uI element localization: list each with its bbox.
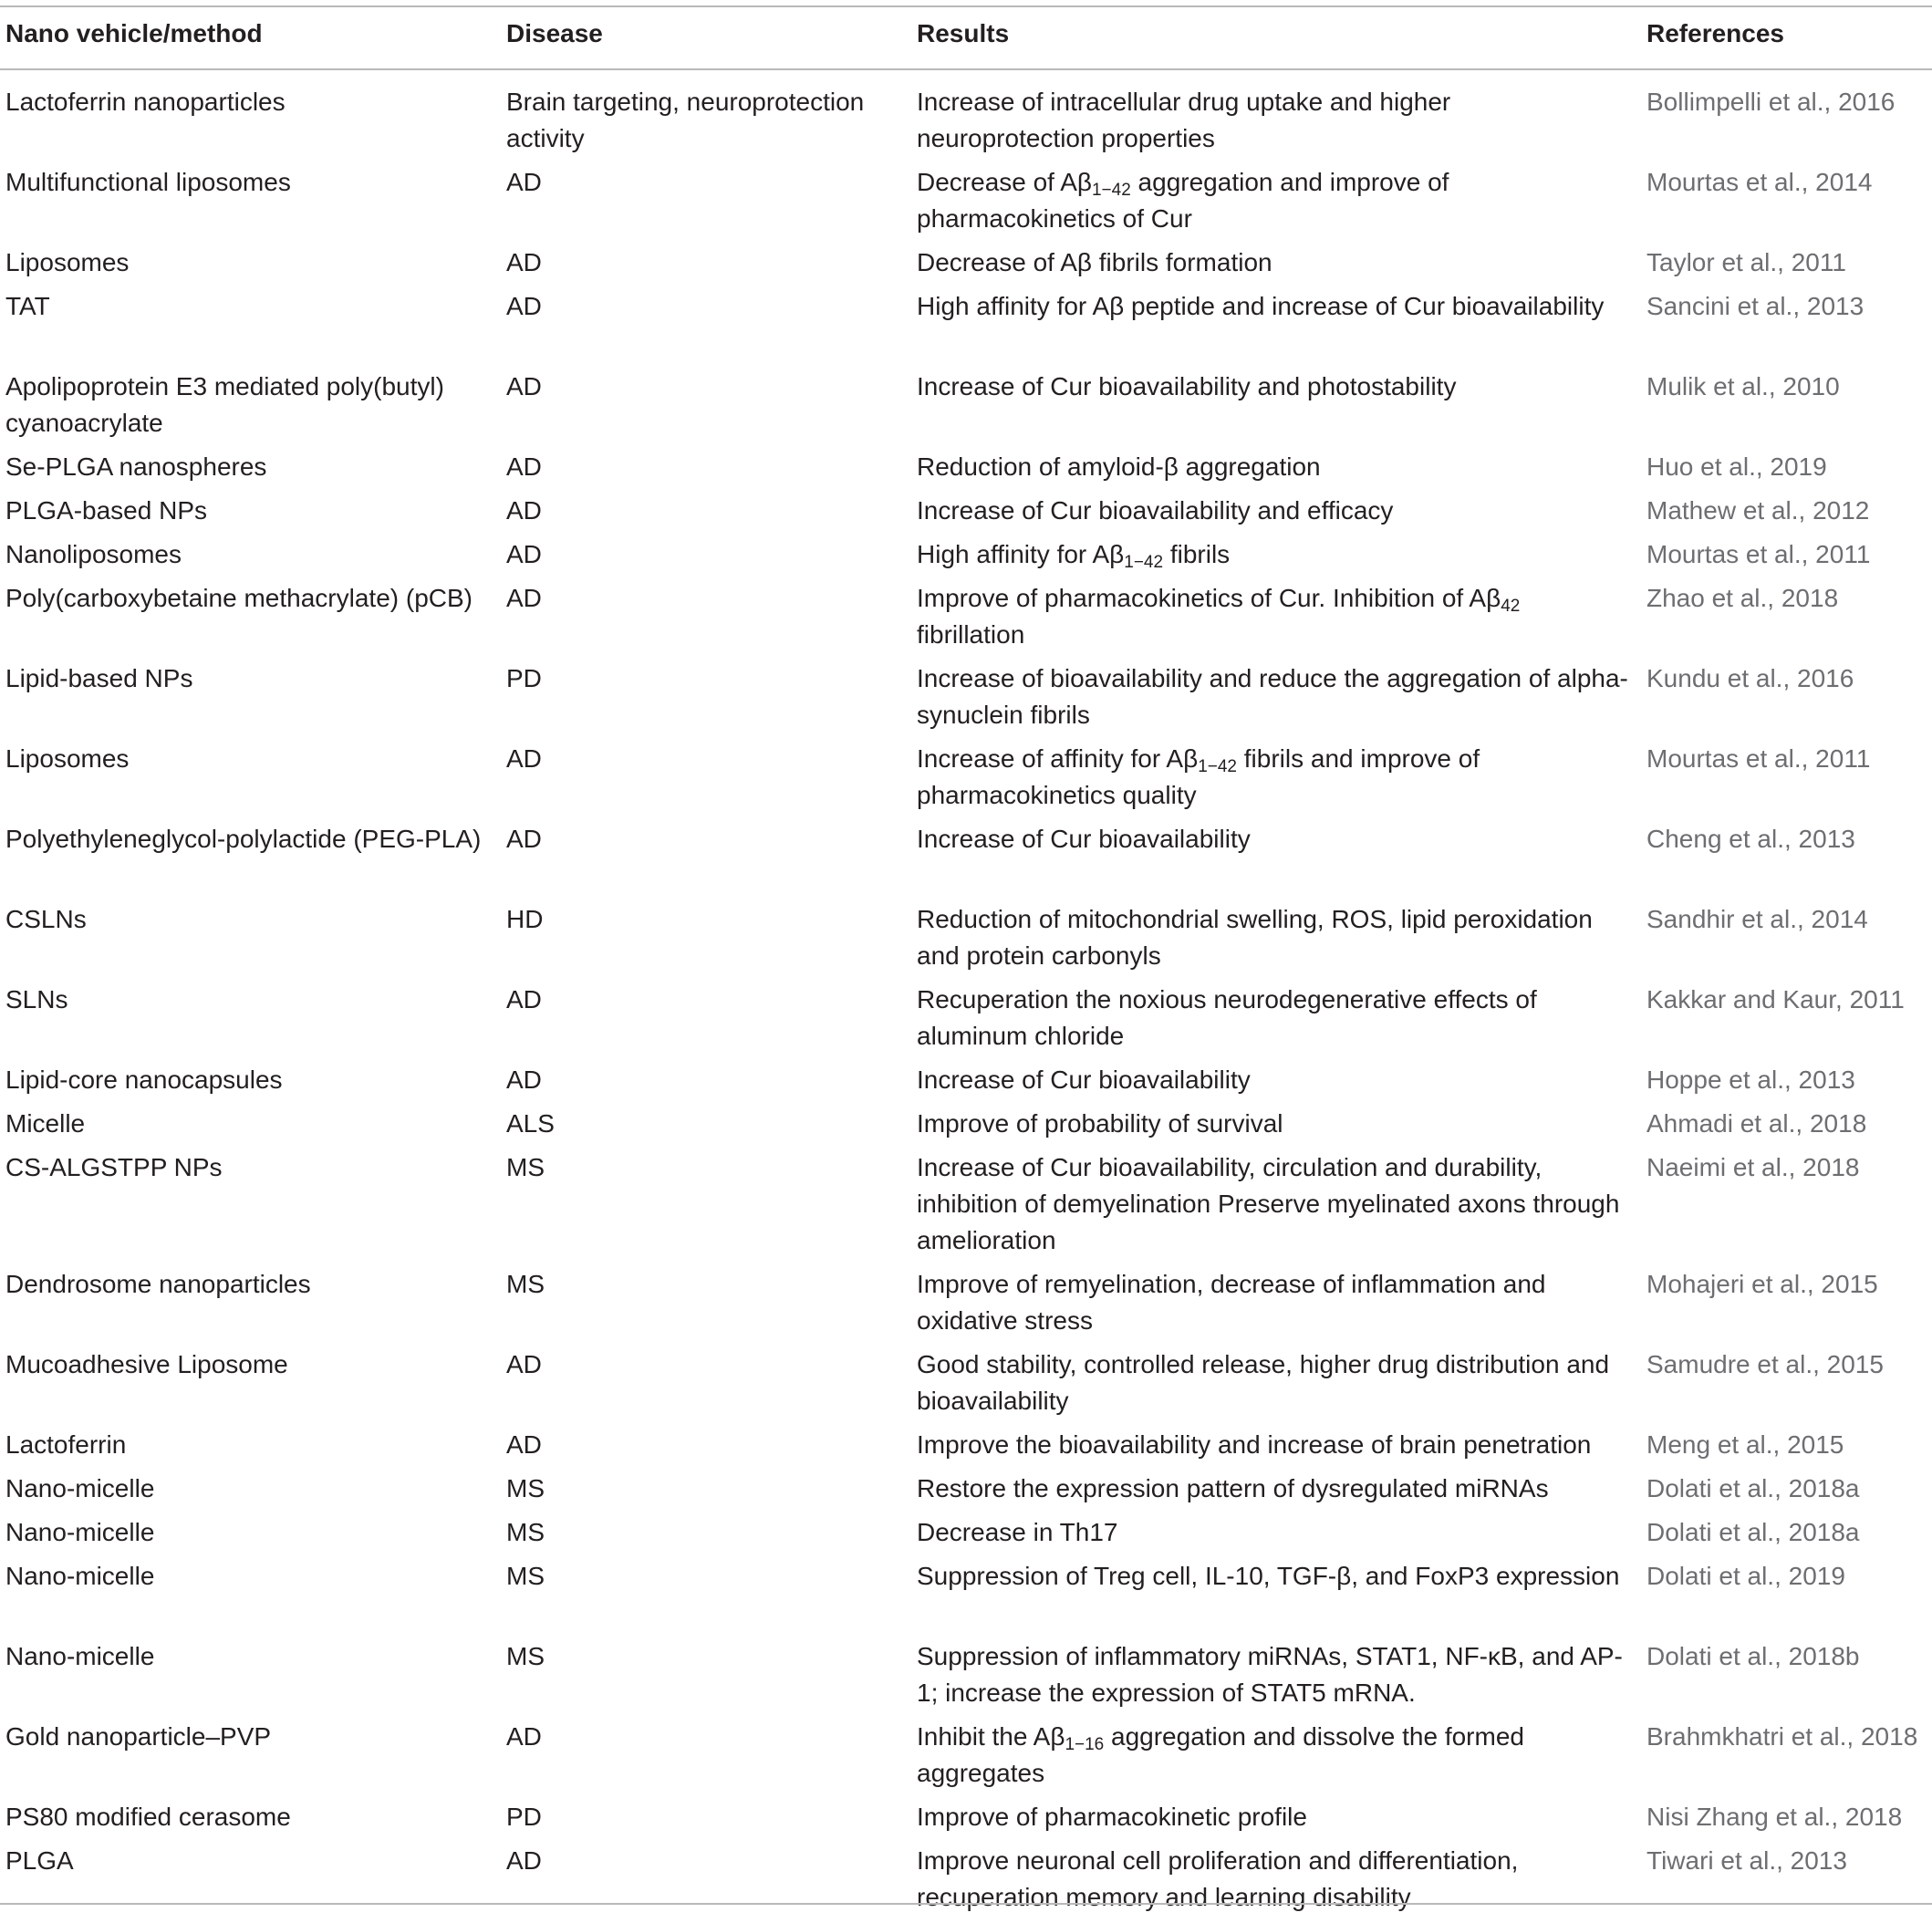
vehicle-cell: Nano-micelle [5,1562,155,1590]
disease-cell: MS [506,1474,545,1502]
disease-cell: MS [506,1270,545,1298]
results-cell: High affinity for $A\beta_{1-42}$ fibrils [917,540,1231,572]
vehicle-cell: CS-ALGSTPP NPs [5,1153,223,1181]
reference-cell: Brahmkhatri et al., 2018 [1646,1722,1918,1751]
reference-cell: Dolati et al., 2018a [1646,1474,1860,1502]
results-cell: Suppression of inflammatory miRNAs, STAT1, NF-κB, and AP-1; increase the expression of STAT5 mRNA. [917,1642,1623,1707]
results-cell: Reduction of amyloid-β aggregation [917,452,1321,481]
reference-cell: Taylor et al., 2011 [1646,248,1846,276]
vehicle-cell: Dendrosome nanoparticles [5,1270,311,1298]
results-cell: Improve of pharmacokinetic profile [917,1803,1307,1831]
vehicle-cell: Poly(carboxybetaine methacrylate) (pCB) [5,584,473,612]
vehicle-cell: Nano-micelle [5,1518,155,1546]
table-row [0,1149,1932,1259]
table-row [0,1106,1932,1142]
disease-cell: AD [506,1065,542,1094]
results-cell: Improve of remyelination, decrease of inflammation and oxidative stress [917,1270,1546,1335]
vehicle-cell: Micelle [5,1109,86,1138]
table-row [0,982,1932,1055]
disease-cell: AD [506,292,542,320]
table-row [0,288,1932,361]
header-results: Results [917,19,1010,47]
vehicle-cell: Lipid-based NPs [5,664,193,692]
results-cell: Suppression of Treg cell, IL-10, TGF-β, and FoxP3 expression [917,1562,1620,1590]
vehicle-cell: Lactoferrin nanoparticles [5,88,286,116]
results-cell: Good stability, controlled release, higher drug distribution and bioavailability [917,1350,1610,1415]
table-row [0,493,1932,529]
results-cell: Decrease of Aβ fibrils formation [917,248,1272,276]
results-cell: Increase of Cur bioavailability and photostability [917,372,1457,400]
vehicle-cell: Gold nanoparticle–PVP [5,1722,272,1751]
results-cell: Increase of Cur bioavailability and efficacy [917,496,1394,525]
vehicle-cell: Nano-micelle [5,1474,155,1502]
table-row [0,369,1932,442]
vehicle-cell: Nanoliposomes [5,540,182,568]
table-row [0,821,1932,894]
results-cell: Improve the bioavailability and increase of brain penetration [917,1430,1592,1459]
vehicle-cell: CSLNs [5,905,87,933]
reference-cell: Mourtas et al., 2014 [1646,168,1873,196]
disease-cell: AD [506,168,542,196]
table-bottom-rule [0,1903,1932,1905]
disease-cell: AD [506,452,542,481]
table-row [0,1514,1932,1551]
disease-cell: AD [506,540,542,568]
table-row [0,901,1932,974]
reference-cell: Meng et al., 2015 [1646,1430,1844,1459]
disease-cell: AD [506,744,542,773]
disease-cell: AD [506,372,542,400]
table-row [0,1558,1932,1631]
disease-cell: AD [506,825,542,853]
results-cell: Improve of probability of survival [917,1109,1283,1138]
vehicle-cell: Lactoferrin [5,1430,127,1459]
disease-cell: AD [506,1722,542,1751]
disease-cell: PD [506,1803,542,1831]
reference-cell: Nisi Zhang et al., 2018 [1646,1803,1903,1831]
results-cell: Increase of Cur bioavailability [917,825,1251,853]
header-references: References [1646,19,1784,47]
table-row [0,1471,1932,1507]
reference-cell: Tiwari et al., 2013 [1646,1846,1847,1875]
table-body [0,84,1932,1923]
vehicle-cell: PLGA [5,1846,74,1875]
table-row [0,741,1932,814]
disease-cell: MS [506,1562,545,1590]
reference-cell: Mourtas et al., 2011 [1646,744,1871,773]
reference-cell: Sandhir et al., 2014 [1646,905,1868,933]
table-row [0,1266,1932,1339]
results-cell: Increase of intracellular drug uptake and higher neuroprotection properties [917,88,1451,152]
results-cell: Increase of bioavailability and reduce the aggregation of alpha-synuclein fibrils [917,664,1628,729]
disease-cell: PD [506,664,542,692]
disease-cell: MS [506,1153,545,1181]
results-cell: Increase of Cur bioavailability, circulation and durability, inhibition of demyelination Preserve myelinated axons through amelioration [917,1153,1620,1254]
table-row [0,164,1932,237]
header-disease: Disease [506,19,603,47]
table-row [0,84,1932,157]
reference-cell: Kundu et al., 2016 [1646,664,1854,692]
disease-cell: AD [506,584,542,612]
table-header-row [0,0,1932,68]
vehicle-cell: Se-PLGA nanospheres [5,452,267,481]
table-header-rule [0,68,1932,70]
table-row [0,1062,1932,1098]
disease-cell: MS [506,1642,545,1670]
disease-cell: AD [506,1430,542,1459]
disease-cell: AD [506,1350,542,1378]
disease-cell: ALS [506,1109,555,1138]
reference-cell: Ahmadi et al., 2018 [1646,1109,1867,1138]
reference-cell: Mourtas et al., 2011 [1646,540,1871,568]
vehicle-cell: Nano-micelle [5,1642,155,1670]
vehicle-cell: Polyethyleneglycol-polylactide (PEG-PLA) [5,825,482,853]
disease-cell: AD [506,248,542,276]
reference-cell: Mulik et al., 2010 [1646,372,1840,400]
reference-cell: Dolati et al., 2018b [1646,1642,1860,1670]
vehicle-cell: Liposomes [5,744,130,773]
table-row [0,660,1932,733]
vehicle-cell: PLGA-based NPs [5,496,207,525]
reference-cell: Dolati et al., 2019 [1646,1562,1845,1590]
reference-cell: Sancini et al., 2013 [1646,292,1864,320]
disease-cell: AD [506,496,542,525]
table-row [0,536,1932,573]
disease-cell: AD [506,1846,542,1875]
results-cell: Inhibit the $A\beta_{1-16}$ aggregation and dissolve the formed aggregates [917,1722,1524,1787]
results-cell: Reduction of mitochondrial swelling, ROS, lipid peroxidation and protein carbonyls [917,905,1593,970]
results-cell: Improve of pharmacokinetics of Cur. Inhibition of $A\beta_{42}$ fibrillation [917,584,1521,649]
vehicle-cell: TAT [5,292,50,320]
reference-cell: Zhao et al., 2018 [1646,584,1839,612]
results-cell: Increase of affinity for $A\beta_{1-42}$ fibrils and improve of pharmacokinetics quality [917,744,1480,809]
disease-cell: Brain targeting, neuroprotection activity [506,88,865,152]
results-cell: Recuperation the noxious neurodegenerative effects of aluminum chloride [917,985,1537,1050]
table-row [0,1719,1932,1792]
table-row [0,1799,1932,1835]
vehicle-cell: Lipid-core nanocapsules [5,1065,283,1094]
table-row [0,449,1932,485]
reference-cell: Samudre et al., 2015 [1646,1350,1884,1378]
reference-cell: Dolati et al., 2018a [1646,1518,1860,1546]
table-row [0,1427,1932,1463]
vehicle-cell: Multifunctional liposomes [5,168,291,196]
vehicle-cell: Apolipoprotein E3 mediated poly(butyl) cyanoacrylate [5,372,444,437]
results-cell: Improve neuronal cell proliferation and differentiation, recuperation memory and learning disability [917,1846,1519,1911]
reference-cell: Naeimi et al., 2018 [1646,1153,1860,1181]
disease-cell: MS [506,1518,545,1546]
reference-cell: Mathew et al., 2012 [1646,496,1870,525]
vehicle-cell: PS80 modified cerasome [5,1803,291,1831]
table-row [0,1346,1932,1419]
disease-cell: HD [506,905,544,933]
reference-cell: Cheng et al., 2013 [1646,825,1855,853]
results-cell: Decrease of $A\beta_{1-42}$ aggregation and improve of pharmacokinetics of Cur [917,168,1449,233]
vehicle-cell: Liposomes [5,248,130,276]
reference-cell: Mohajeri et al., 2015 [1646,1270,1878,1298]
results-cell: Restore the expression pattern of dysregulated miRNAs [917,1474,1549,1502]
table-row [0,1843,1932,1916]
vehicle-cell: Mucoadhesive Liposome [5,1350,288,1378]
results-cell: Increase of Cur bioavailability [917,1065,1251,1094]
vehicle-cell: SLNs [5,985,68,1013]
reference-cell: Huo et al., 2019 [1646,452,1827,481]
disease-cell: AD [506,985,542,1013]
reference-cell: Bollimpelli et al., 2016 [1646,88,1896,116]
reference-cell: Kakkar and Kaur, 2011 [1646,985,1905,1013]
table-row [0,1638,1932,1711]
header-vehicle: Nano vehicle/method [5,19,263,47]
results-cell: High affinity for Aβ peptide and increase of Cur bioavailability [917,292,1605,320]
reference-cell: Hoppe et al., 2013 [1646,1065,1855,1094]
results-cell: Decrease in Th17 [917,1518,1118,1546]
table-row [0,244,1932,281]
table-row [0,580,1932,653]
